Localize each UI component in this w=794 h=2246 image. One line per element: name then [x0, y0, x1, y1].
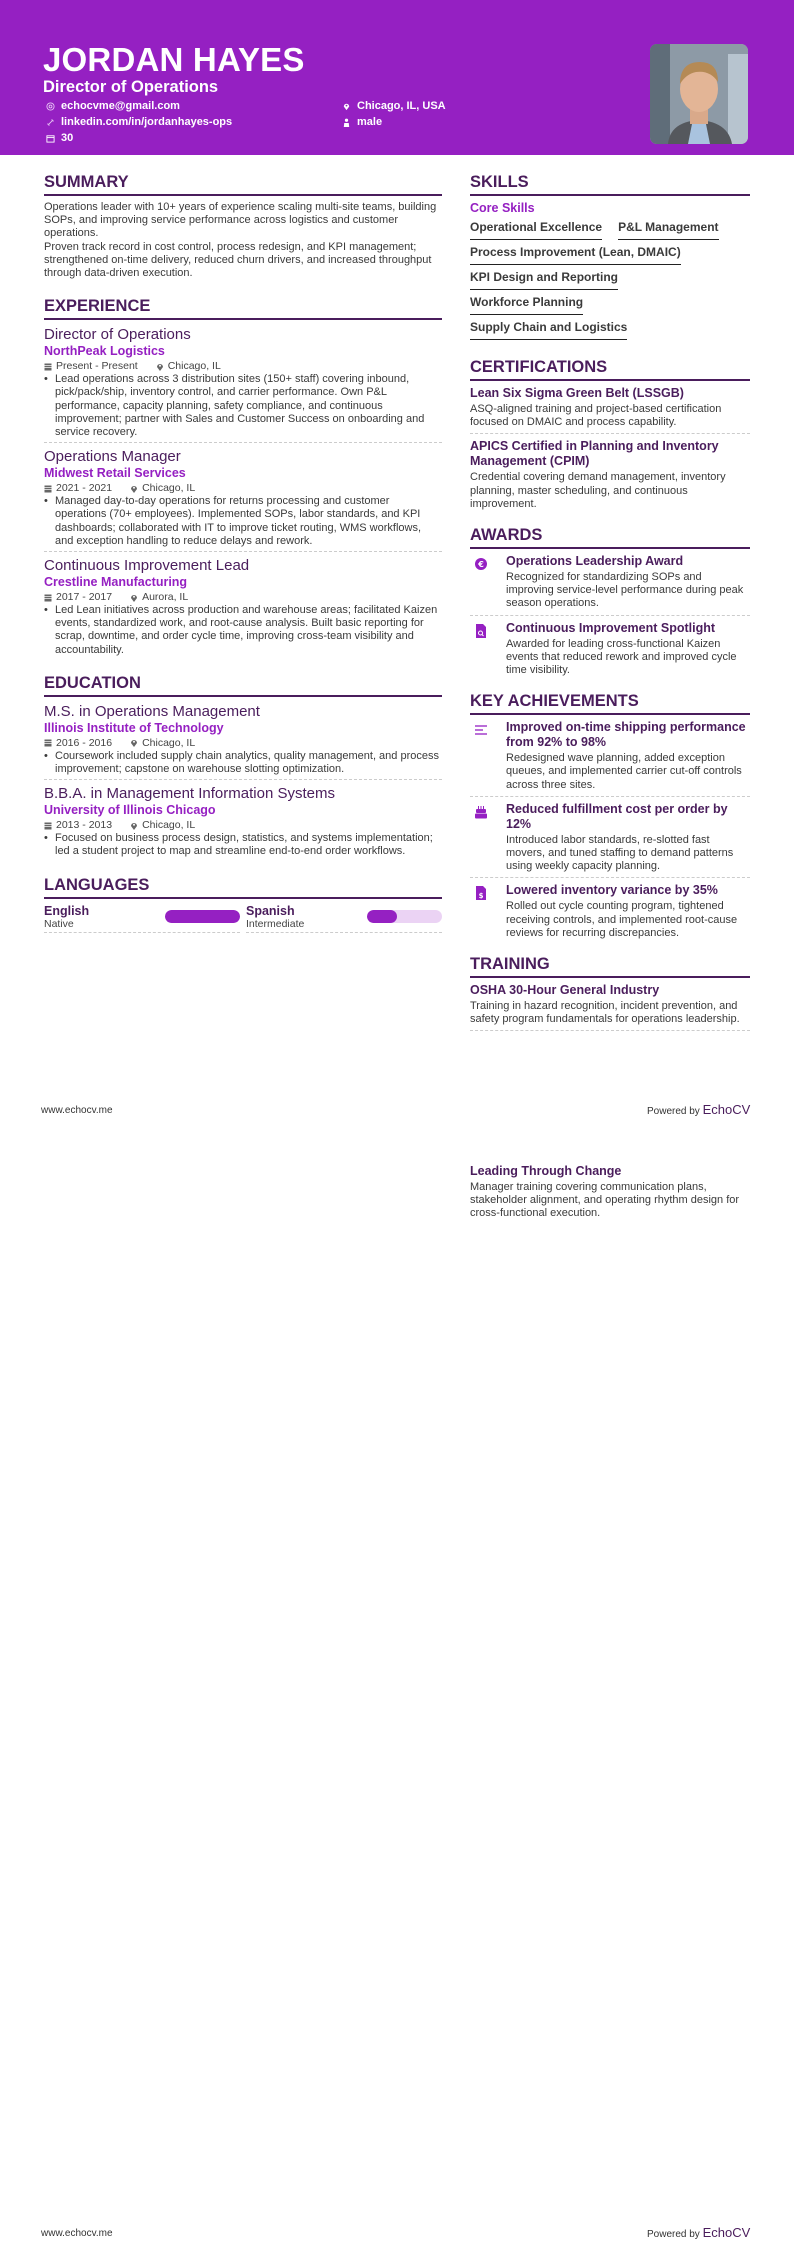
- job-title: Director of Operations: [44, 326, 191, 344]
- languages-section: [44, 875, 442, 933]
- footer-website[interactable]: www.echocv.me: [41, 2228, 113, 2239]
- skill-tag: Process Improvement (Lean, DMAIC): [470, 243, 681, 265]
- education-meta: 2013 - 2013 Chicago, IL: [44, 818, 442, 832]
- contact-location: Chicago, IL, USA: [342, 99, 446, 113]
- summary-section: [44, 172, 442, 280]
- award-title: Operations Leadership Award: [506, 554, 684, 569]
- language-level: Native: [44, 917, 74, 930]
- candidate-title: Director of Operations: [43, 78, 219, 96]
- contact-linkedin[interactable]: linkedin.com/in/jordanhayes-ops: [46, 115, 232, 129]
- achievement-title: Reduced fulfillment cost per order by 12%: [506, 801, 728, 831]
- section-heading-training: TRAINING: [470, 954, 750, 978]
- experience-item: [44, 552, 442, 657]
- section-heading-awards: AWARDS: [470, 525, 750, 549]
- map-pin-icon: [130, 738, 138, 747]
- link-icon: [46, 118, 55, 127]
- language-proficiency-bar: [367, 910, 442, 923]
- education-meta: 2016 - 2016 Chicago, IL: [44, 736, 442, 750]
- certification-desc: Credential covering demand management, inventory planning, master scheduling, and continuous improvement.: [470, 471, 726, 510]
- company-name: NorthPeak Logistics: [44, 344, 165, 359]
- award-desc: Recognized for standardizing SOPs and improving service-level performance during peak season operations.: [506, 571, 744, 610]
- certification-item: [470, 434, 750, 511]
- footer-powered-by[interactable]: Powered by EchoCV: [647, 2225, 751, 2240]
- awards-section: [470, 525, 750, 677]
- at-icon: [46, 102, 55, 111]
- experience-item: [44, 325, 442, 443]
- calendar-icon: [44, 484, 52, 493]
- language-item: [246, 904, 442, 933]
- section-heading-skills: SKILLS: [470, 172, 750, 196]
- job-meta: Present - Present Chicago, IL: [44, 359, 442, 373]
- achievement-title: Lowered inventory variance by 35%: [506, 883, 718, 898]
- summary-paragraph: Proven track record in cost control, process redesign, and KPI management; strengthened on-time delivery, reduced churn drivers, and increased throughput through data-driven execution.: [44, 240, 432, 280]
- company-name: Midwest Retail Services: [44, 466, 186, 481]
- award-item: [470, 554, 750, 616]
- degree-title: M.S. in Operations Management: [44, 702, 260, 720]
- file-dollar-icon: [474, 885, 488, 901]
- language-proficiency-bar: [165, 910, 240, 923]
- candidate-name: JORDAN HAYES: [43, 41, 305, 78]
- cake-icon: [474, 804, 488, 820]
- job-bullet: • Managed day-to-day operations for returns processing and customer operations (70+ employees). Implemented SOPs, labor standards, and KPI dashboards; collaborated with IT to improve ticket routing, WMS workflows, and exception handling to reduce delays and rework.: [44, 495, 422, 547]
- map-pin-icon: [342, 102, 351, 111]
- education-section: [44, 673, 442, 859]
- school-name: University of Illinois Chicago: [44, 803, 216, 818]
- skills-section: [470, 172, 750, 343]
- skill-tag: P&L Management: [618, 218, 718, 240]
- achievement-desc: Redesigned wave planning, added exception queues, and implemented carrier cut-off controls across three sites.: [506, 752, 742, 791]
- degree-title: B.B.A. in Management Information Systems: [44, 785, 335, 803]
- certification-title: Lean Six Sigma Green Belt (LSSGB): [470, 386, 684, 400]
- certification-desc: ASQ-aligned training and project-based certification focused on DMAIC and process capability.: [470, 403, 722, 429]
- calendar-icon: [44, 593, 52, 602]
- training-desc: Manager training covering communication plans, stakeholder alignment, and operating rhythm design for cross-functional execution.: [470, 1181, 740, 1220]
- map-pin-icon: [130, 484, 138, 493]
- calendar-icon: [44, 738, 52, 747]
- skill-group-title: Core Skills: [470, 201, 535, 215]
- profile-photo: [650, 44, 748, 144]
- training-title: Leading Through Change: [470, 1164, 622, 1178]
- achievements-section: [470, 691, 750, 940]
- left-column: [44, 172, 442, 933]
- job-meta: 2017 - 2017 Aurora, IL: [44, 590, 442, 604]
- job-meta: 2021 - 2021 Chicago, IL: [44, 481, 442, 495]
- training-section: [470, 954, 750, 1031]
- map-pin-icon: [156, 362, 164, 371]
- right-column: [470, 172, 750, 1031]
- certification-item: [470, 386, 750, 434]
- training-item: [470, 983, 750, 1031]
- achievement-desc: Introduced labor standards, re-slotted fast movers, and tuned staffing to demand patterns using weekly capacity planning.: [506, 833, 734, 873]
- section-heading-certifications: CERTIFICATIONS: [470, 357, 750, 381]
- file-search-icon: [474, 623, 488, 639]
- align-left-icon: [474, 722, 488, 738]
- brand-name: EchoCV: [702, 2225, 751, 2240]
- achievement-item: [470, 878, 750, 940]
- contact-gender: male: [342, 115, 382, 129]
- skill-tag: KPI Design and Reporting: [470, 268, 618, 290]
- job-bullet: • Led Lean initiatives across production and warehouse areas; facilitated Kaizen events, standardized work, and root-cause analysis. Built basic reporting for scrap, downtime, and order cycle time, improving cross-team visibility and accountability.: [44, 604, 438, 656]
- education-item: [44, 702, 442, 780]
- calendar-icon: [46, 134, 55, 143]
- achievement-title: Improved on-time shipping performance from 92% to 98%: [506, 720, 746, 750]
- school-name: Illinois Institute of Technology: [44, 720, 224, 735]
- job-bullet: • Lead operations across 3 distribution sites (150+ staff) covering inbound, pick/pack/ship, inventory control, and carrier performance. Own P&L performance, capacity planning, safety compliance, and continuous improvement; partner with Sales and Customer Success on onboarding and service recovery.: [44, 373, 425, 439]
- section-heading-languages: LANGUAGES: [44, 875, 442, 899]
- section-heading-experience: EXPERIENCE: [44, 296, 442, 320]
- svg-text:€: €: [478, 560, 484, 570]
- language-proficiency-fill: [165, 910, 240, 923]
- training-item-continued: [470, 1164, 750, 1221]
- skill-list: [470, 218, 750, 343]
- portrait-image: [650, 44, 748, 144]
- education-bullet: • Coursework included supply chain analytics, quality management, and process improvement; capstone on warehouse slotting optimization.: [44, 749, 439, 776]
- language-item: [44, 904, 240, 933]
- skill-tag: Workforce Planning: [470, 293, 583, 315]
- achievement-desc: Rolled out cycle counting program, tightened receiving controls, and implemented root-cause reviews for recurring discrepancies.: [506, 900, 738, 939]
- resume-header: [0, 0, 794, 155]
- contact-email[interactable]: echocvme@gmail.com: [46, 99, 180, 113]
- training-title: OSHA 30-Hour General Industry: [470, 983, 660, 998]
- language-level: Intermediate: [246, 917, 305, 930]
- certifications-section: [470, 357, 750, 511]
- certification-title: APICS Certified in Planning and Inventory Management (CPIM): [470, 439, 719, 469]
- person-icon: [342, 118, 351, 127]
- map-pin-icon: [130, 821, 138, 830]
- svg-text:$: $: [478, 892, 484, 901]
- summary-paragraph: Operations leader with 10+ years of experience scaling multi-site teams, building SOPs, and improving service performance across logistics and customer operations.: [44, 201, 437, 240]
- map-pin-icon: [130, 593, 138, 602]
- language-name: Spanish: [246, 903, 295, 918]
- award-desc: Awarded for leading cross-functional Kaizen events that reduced rework and improved cycle time visibility.: [506, 637, 737, 677]
- calendar-icon: [44, 821, 52, 830]
- section-heading-education: EDUCATION: [44, 673, 442, 697]
- euro-coin-icon: [474, 556, 488, 572]
- section-heading-summary: SUMMARY: [44, 172, 442, 196]
- calendar-icon: [44, 362, 52, 371]
- achievement-item: [470, 797, 750, 879]
- contact-age: 30: [46, 131, 73, 145]
- experience-section: [44, 296, 442, 657]
- brand-name: EchoCV: [702, 1102, 751, 1117]
- skill-tag: Supply Chain and Logistics: [470, 318, 627, 340]
- company-name: Crestline Manufacturing: [44, 575, 188, 590]
- skill-tag: Operational Excellence: [470, 218, 602, 240]
- job-title: Continuous Improvement Lead: [44, 557, 250, 575]
- education-item: [44, 780, 442, 858]
- award-title: Continuous Improvement Spotlight: [506, 620, 716, 635]
- achievement-item: [470, 720, 750, 797]
- section-heading-achievements: KEY ACHIEVEMENTS: [470, 691, 750, 715]
- language-proficiency-fill: [367, 910, 397, 923]
- footer-powered-by[interactable]: Powered by EchoCV: [647, 1102, 751, 1117]
- job-title: Operations Manager: [44, 448, 181, 466]
- footer-website[interactable]: www.echocv.me: [41, 1105, 113, 1116]
- language-name: English: [44, 903, 90, 918]
- experience-item: [44, 443, 442, 552]
- award-item: [470, 616, 750, 678]
- education-bullet: • Focused on business process design, statistics, and systems implementation; led a student project to map and streamline end-to-end order workflows.: [44, 832, 433, 858]
- training-desc: Training in hazard recognition, incident prevention, and safety program fundamentals for operations leadership.: [470, 1000, 740, 1026]
